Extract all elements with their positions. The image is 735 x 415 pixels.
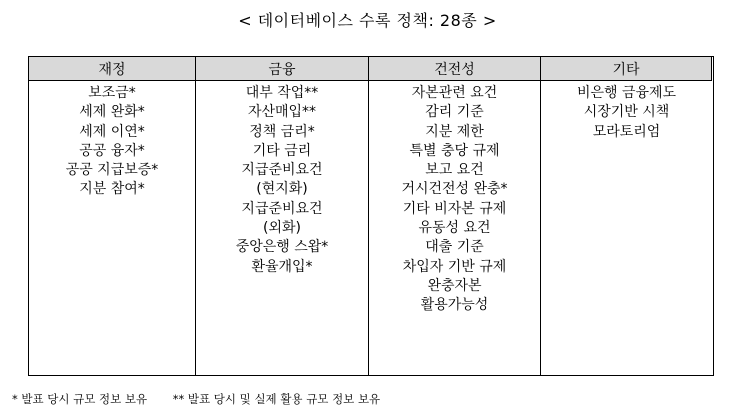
policy-item: (현지화) bbox=[256, 181, 308, 198]
policy-item: 지분 제한 bbox=[425, 123, 484, 140]
table-title: < 데이터베이스 수록 정책: 28종 > bbox=[238, 11, 497, 30]
policy-item: 세제 완화* bbox=[79, 104, 145, 121]
policy-item: 대부 작업** bbox=[245, 85, 319, 101]
policy-item: 정책 금리* bbox=[249, 123, 315, 140]
column-other bbox=[541, 81, 712, 375]
policy-item: 중앙은행 스왑* bbox=[235, 239, 329, 256]
policy-item: 기타 비자본 규제 bbox=[402, 200, 507, 217]
policy-item: 차입자 기반 규제 bbox=[402, 258, 507, 275]
policy-item: 활용가능성 bbox=[420, 297, 489, 314]
policy-item: 감리 기준 bbox=[425, 104, 484, 121]
column-fiscal bbox=[29, 81, 196, 375]
policy-item: 완충자본 bbox=[427, 277, 482, 294]
policy-item: 특별 충당 규제 bbox=[409, 142, 500, 159]
policy-item: 보조금* bbox=[88, 85, 136, 101]
policy-item: (외화) bbox=[263, 220, 301, 237]
policy-item: 공공 지급보증* bbox=[65, 162, 159, 179]
policy-item: 지급준비요건 bbox=[241, 162, 323, 179]
policy-item: 비은행 금융제도 bbox=[576, 85, 677, 101]
header-prudential: 건전성 bbox=[369, 57, 541, 81]
policy-item: 유동성 요건 bbox=[418, 220, 491, 237]
footnote-single-star: * 발표 당시 규모 정보 보유 bbox=[12, 392, 148, 406]
policy-item: 대출 기준 bbox=[425, 239, 484, 256]
policy-item: 자본관련 요건 bbox=[411, 85, 498, 101]
header-fiscal: 재정 bbox=[29, 57, 196, 81]
policy-item: 세제 이연* bbox=[79, 123, 145, 140]
policy-item: 시장기반 시책 bbox=[583, 104, 670, 121]
header-other: 기타 bbox=[541, 57, 712, 81]
policy-item: 자산매입** bbox=[247, 104, 317, 121]
footnote-double-star: ** 발표 당시 및 실제 활용 규모 정보 보유 bbox=[172, 392, 381, 406]
header-financial: 금융 bbox=[196, 57, 369, 81]
policy-item: 공공 융자* bbox=[79, 142, 145, 159]
column-financial bbox=[196, 81, 369, 375]
policy-item: 환율개입* bbox=[251, 258, 313, 275]
policy-item: 모라토리엄 bbox=[592, 123, 661, 140]
policy-item: 기타 금리 bbox=[252, 142, 312, 159]
column-prudential bbox=[369, 81, 541, 375]
policy-item: 보고 요건 bbox=[425, 162, 484, 179]
policy-item: 지분 참여* bbox=[79, 181, 145, 198]
policy-table bbox=[28, 56, 714, 376]
policy-item: 거시건전성 완충* bbox=[401, 181, 508, 198]
policy-item: 지급준비요건 bbox=[241, 200, 323, 217]
footnotes bbox=[12, 391, 380, 407]
